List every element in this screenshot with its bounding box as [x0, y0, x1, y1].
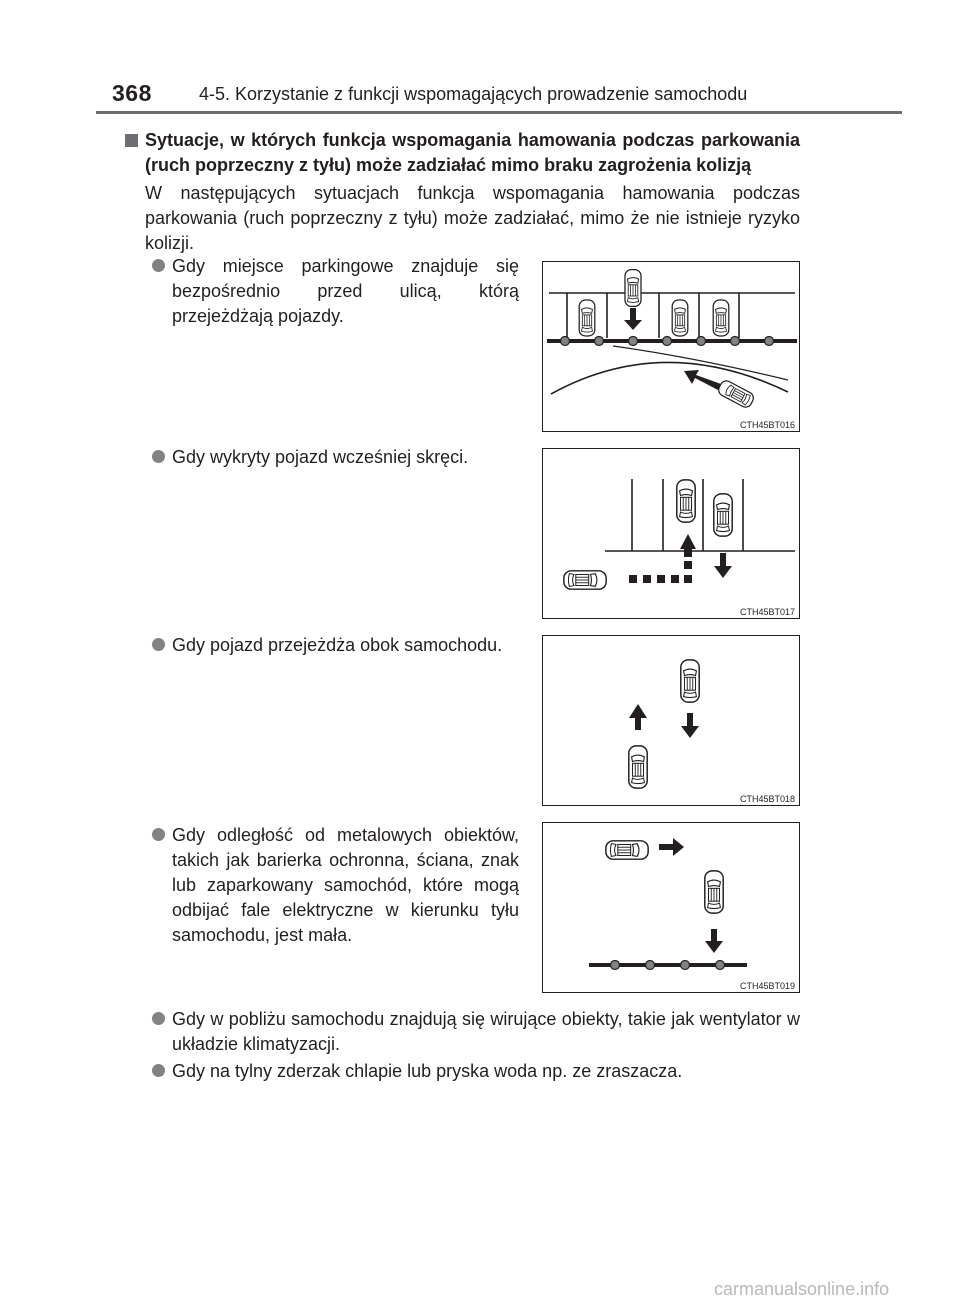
parked-car-3 [713, 300, 729, 336]
page-number: 368 [112, 80, 152, 106]
bullet-item-3 [172, 633, 519, 658]
bullet-text-5: Gdy w pobliżu samochodu znajdują się wirujące obiekty, takie jak wentylator w układzie klimatyzacji. [172, 1009, 800, 1054]
parked-car [606, 841, 648, 859]
intro-paragraph: W następujących sytuacjach funkcja wspomagania hamowania podczas parkowania (ruch poprzeczny z tyłu) może zadziałać, mimo że nie istnieje ryzyko kolizji. [145, 183, 800, 253]
bullet-item-6 [172, 1059, 800, 1084]
arrow-up-icon [629, 704, 647, 730]
section-title-text: Sytuacje, w których funkcja wspomagania hamowania podczas parkowania (ruch poprzeczny z tyłu) może zadziałać mimo braku zagrożenia kolizją [145, 130, 800, 175]
bullet-text-3: Gdy pojazd przejeżdża obok samochodu. [172, 635, 503, 655]
bullet-item-4 [172, 823, 519, 948]
dotted-path [629, 549, 692, 583]
bullet-item-1 [172, 254, 519, 329]
arrow-down-icon [681, 713, 699, 738]
figure-code-3: CTH45BT018 [739, 794, 795, 804]
section-heading [126, 128, 800, 178]
parked-car-1 [579, 300, 595, 336]
bullet-text-4: Gdy odległość od metalowych obiektów, takich jak barierka ochronna, ściana, znak lub zaparkowany samochód, które mogą odbijać fale elektryczne w kierunku tyłu samochodu, jest mała. [172, 825, 519, 945]
circle-bullet-icon [152, 259, 165, 272]
parked-car-2 [672, 300, 688, 336]
header-rule [96, 111, 902, 114]
vehicle-turns-illustration [543, 449, 800, 619]
arrow-left-icon [684, 370, 721, 390]
circle-bullet-icon [152, 638, 165, 651]
approaching-car [564, 571, 606, 589]
circle-bullet-icon [152, 1064, 165, 1077]
arrow-up-icon [680, 534, 696, 549]
figure-metal-objects [542, 822, 800, 993]
parked-car-right [714, 494, 732, 536]
square-bullet-icon [125, 134, 138, 147]
figure-vehicle-passing [542, 635, 800, 806]
bullet-text-2: Gdy wykryty pojazd wcześniej skręci. [172, 447, 469, 467]
figure-code-2: CTH45BT017 [739, 607, 795, 617]
reversing-car [705, 871, 723, 913]
bullet-text-6: Gdy na tylny zderzak chlapie lub pryska woda np. ze zraszacza. [172, 1061, 683, 1081]
reversing-car [625, 270, 641, 307]
circle-bullet-icon [152, 450, 165, 463]
chapter-title: 4-5. Korzystanie z funkcji wspomagających prowadzenie samochodu [199, 84, 748, 104]
vehicle-passing-illustration [543, 636, 800, 806]
circle-bullet-icon [152, 828, 165, 841]
bullet-text-1: Gdy miejsce parkingowe znajduje się bezpośrednio przed ulicą, którą przejeżdżają pojazdy. [172, 256, 519, 326]
bullet-item-2 [172, 445, 519, 470]
arrow-down-icon [624, 308, 642, 330]
metal-objects-illustration [543, 823, 800, 993]
watermark: carmanualsonline.info [714, 1279, 890, 1299]
reversing-car [681, 660, 699, 702]
parking-near-road-illustration [543, 262, 800, 432]
figure-vehicle-turns [542, 448, 800, 619]
arrow-down-icon [705, 929, 723, 953]
figure-code-4: CTH45BT019 [739, 981, 795, 991]
figure-code-1: CTH45BT016 [739, 420, 795, 430]
circle-bullet-icon [152, 1012, 165, 1025]
passing-car [629, 746, 647, 788]
parked-car-left [677, 480, 695, 522]
bullet-item-5 [172, 1007, 800, 1057]
arrow-down-icon [714, 553, 732, 578]
arrow-right-icon [659, 838, 684, 856]
crossing-car [716, 379, 755, 410]
figure-parking-near-road [542, 261, 800, 432]
